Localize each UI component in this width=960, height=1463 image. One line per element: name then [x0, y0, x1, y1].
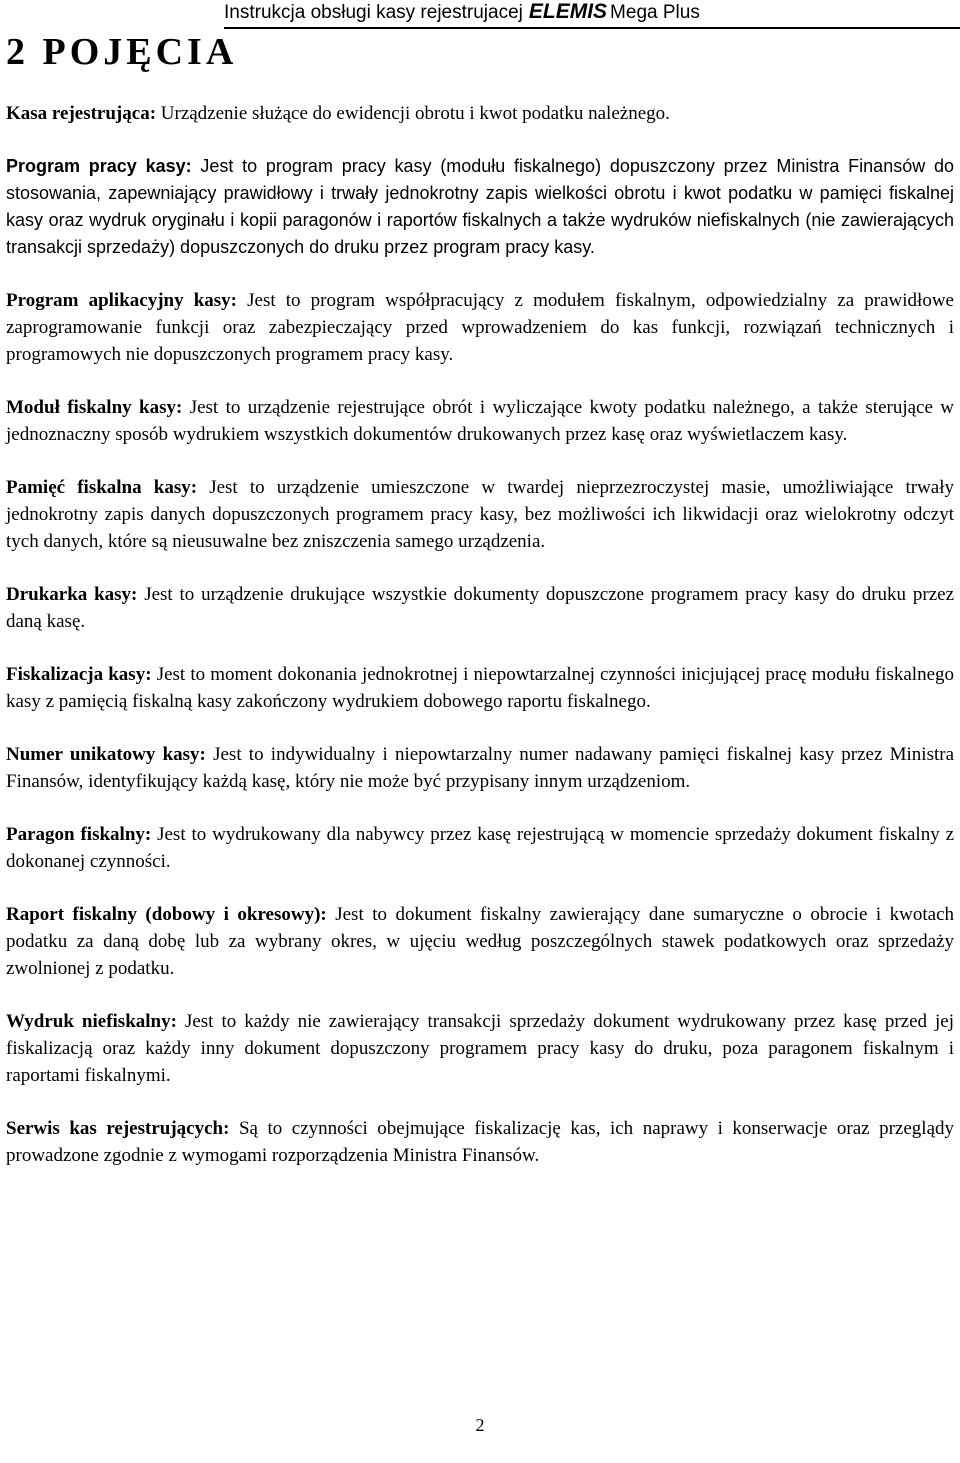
definition-term: Program pracy kasy: — [6, 156, 192, 176]
definition-term: Kasa rejestrująca: — [6, 103, 157, 124]
definition-text: Są to czynności obejmujące fiskalizację kas, ich naprawy i konserwacje oraz przeglądy prowadzone zgodnie z wymogami rozporządzenia Ministra Finansów. — [6, 1118, 955, 1166]
definition-text: Jest to urządzenie drukujące wszystkie dokumenty dopuszczone programem pracy kasy do druku przez daną kasę. — [6, 584, 954, 632]
definition-entry — [6, 1115, 954, 1169]
definition-term: Fiskalizacja kasy: — [6, 664, 152, 685]
definition-entry — [6, 741, 954, 795]
definition-text: Jest to urządzenie umieszczone w twardej nieprzezroczystej masie, umożliwiające trwały jednokrotny zapis danych dopuszczonych programem pracy kasy, bez możliwości ich likwidacji oraz wielokrotny odczyt tych danych, które są nieusuwalne bez zniszczenia samego urządzenia. — [6, 477, 955, 552]
page-number: 2 — [475, 1415, 485, 1435]
definition-text: Jest to program pracy kasy (modułu fiskalnego) dopuszczony przez Ministra Finansów do stosowania, zapewniający prawidłowy i trwały jednokrotny zapis wielkości obrotu i kwot podatku w pamięci fiskalnej kasy oraz wydruk oryginału i kopii paragonów i raportów fiskalnych a także wydruków niefiskalnych (nie zawierających transakcji sprzedaży) dopuszczonych do druku przez program pracy kasy. — [6, 156, 954, 257]
definition-entry — [6, 287, 954, 368]
definition-term: Drukarka kasy: — [6, 584, 138, 605]
definitions-list — [6, 100, 954, 1195]
header-product: Mega Plus — [610, 2, 700, 23]
definition-entry — [6, 661, 954, 715]
definition-text: Jest to wydrukowany dla nabywcy przez kasę rejestrującą w momencie sprzedaży dokument fiskalny z dokonanej czynności. — [6, 824, 954, 872]
definition-term: Raport fiskalny (dobowy i okresowy): — [6, 904, 327, 925]
running-header — [224, 0, 960, 26]
definition-entry — [6, 474, 954, 555]
definition-text: Urządzenie służące do ewidencji obrotu i kwot podatku należnego. — [160, 103, 670, 124]
definition-entry — [6, 901, 954, 982]
definition-entry — [6, 100, 954, 127]
definition-term: Serwis kas rejestrujących: — [6, 1118, 230, 1139]
definition-entry — [6, 581, 954, 635]
definition-term: Program aplikacyjny kasy: — [6, 290, 238, 311]
definition-text: Jest to każdy nie zawierający transakcji sprzedaży dokument wydrukowany przez kasę przed jej fiskalizacją oraz każdy inny dokument dopuszczony programem pracy kasy do druku, poza paragonem fiskalnym i raportami fiskalnymi. — [6, 1011, 955, 1086]
header-rule — [224, 27, 960, 29]
definition-text: Jest to dokument fiskalny zawierający dane sumaryczne o obrocie i kwotach podatku za daną dobę lub za wybrany okres, w ujęciu według poszczególnych stawek podatkowych oraz sprzedaży zwolnionej z podatku. — [6, 904, 955, 979]
chapter-title: 2 POJĘCIA — [6, 31, 238, 73]
definition-term: Pamięć fiskalna kasy: — [6, 477, 198, 498]
definition-entry — [6, 394, 954, 448]
definition-text: Jest to indywidualny i niepowtarzalny numer nadawany pamięci fiskalnej kasy przez Ministra Finansów, identyfikujący każdą kasę, który nie może być przypisany innym urządzeniom. — [6, 744, 955, 792]
header-title: Instrukcja obsługi kasy rejestrujacej — [224, 2, 523, 23]
definition-term: Wydruk niefiskalny: — [6, 1011, 177, 1032]
definition-entry — [6, 153, 954, 261]
definition-entry — [6, 821, 954, 875]
definition-text: Jest to urządzenie rejestrujące obrót i wyliczające kwoty podatku należnego, a także sterujące w jednoznaczny sposób wydrukiem wszystkich dokumentów drukowanych przez kasę oraz wyświetlaczem kasy. — [6, 397, 955, 445]
definition-text: Jest to program współpracujący z modułem fiskalnym, odpowiedzialny za prawidłowe zaprogramowanie funkcji oraz zabezpieczający przed wprowadzeniem do kas funkcji, rozwiązań technicznych i programowych nie dopuszczonych programem pracy kasy. — [6, 290, 954, 365]
definition-term: Paragon fiskalny: — [6, 824, 152, 845]
definition-text: Jest to moment dokonania jednokrotnej i niepowtarzalnej czynności inicjującej pracę modułu fiskalnego kasy z pamięcią fiskalną kasy zakończony wydrukiem dobowego raportu fiskalnego. — [6, 664, 955, 712]
elemis-logo: ELEMIS — [528, 0, 608, 23]
definition-term: Numer unikatowy kasy: — [6, 744, 206, 765]
definition-term: Moduł fiskalny kasy: — [6, 397, 183, 418]
definition-entry — [6, 1008, 954, 1089]
